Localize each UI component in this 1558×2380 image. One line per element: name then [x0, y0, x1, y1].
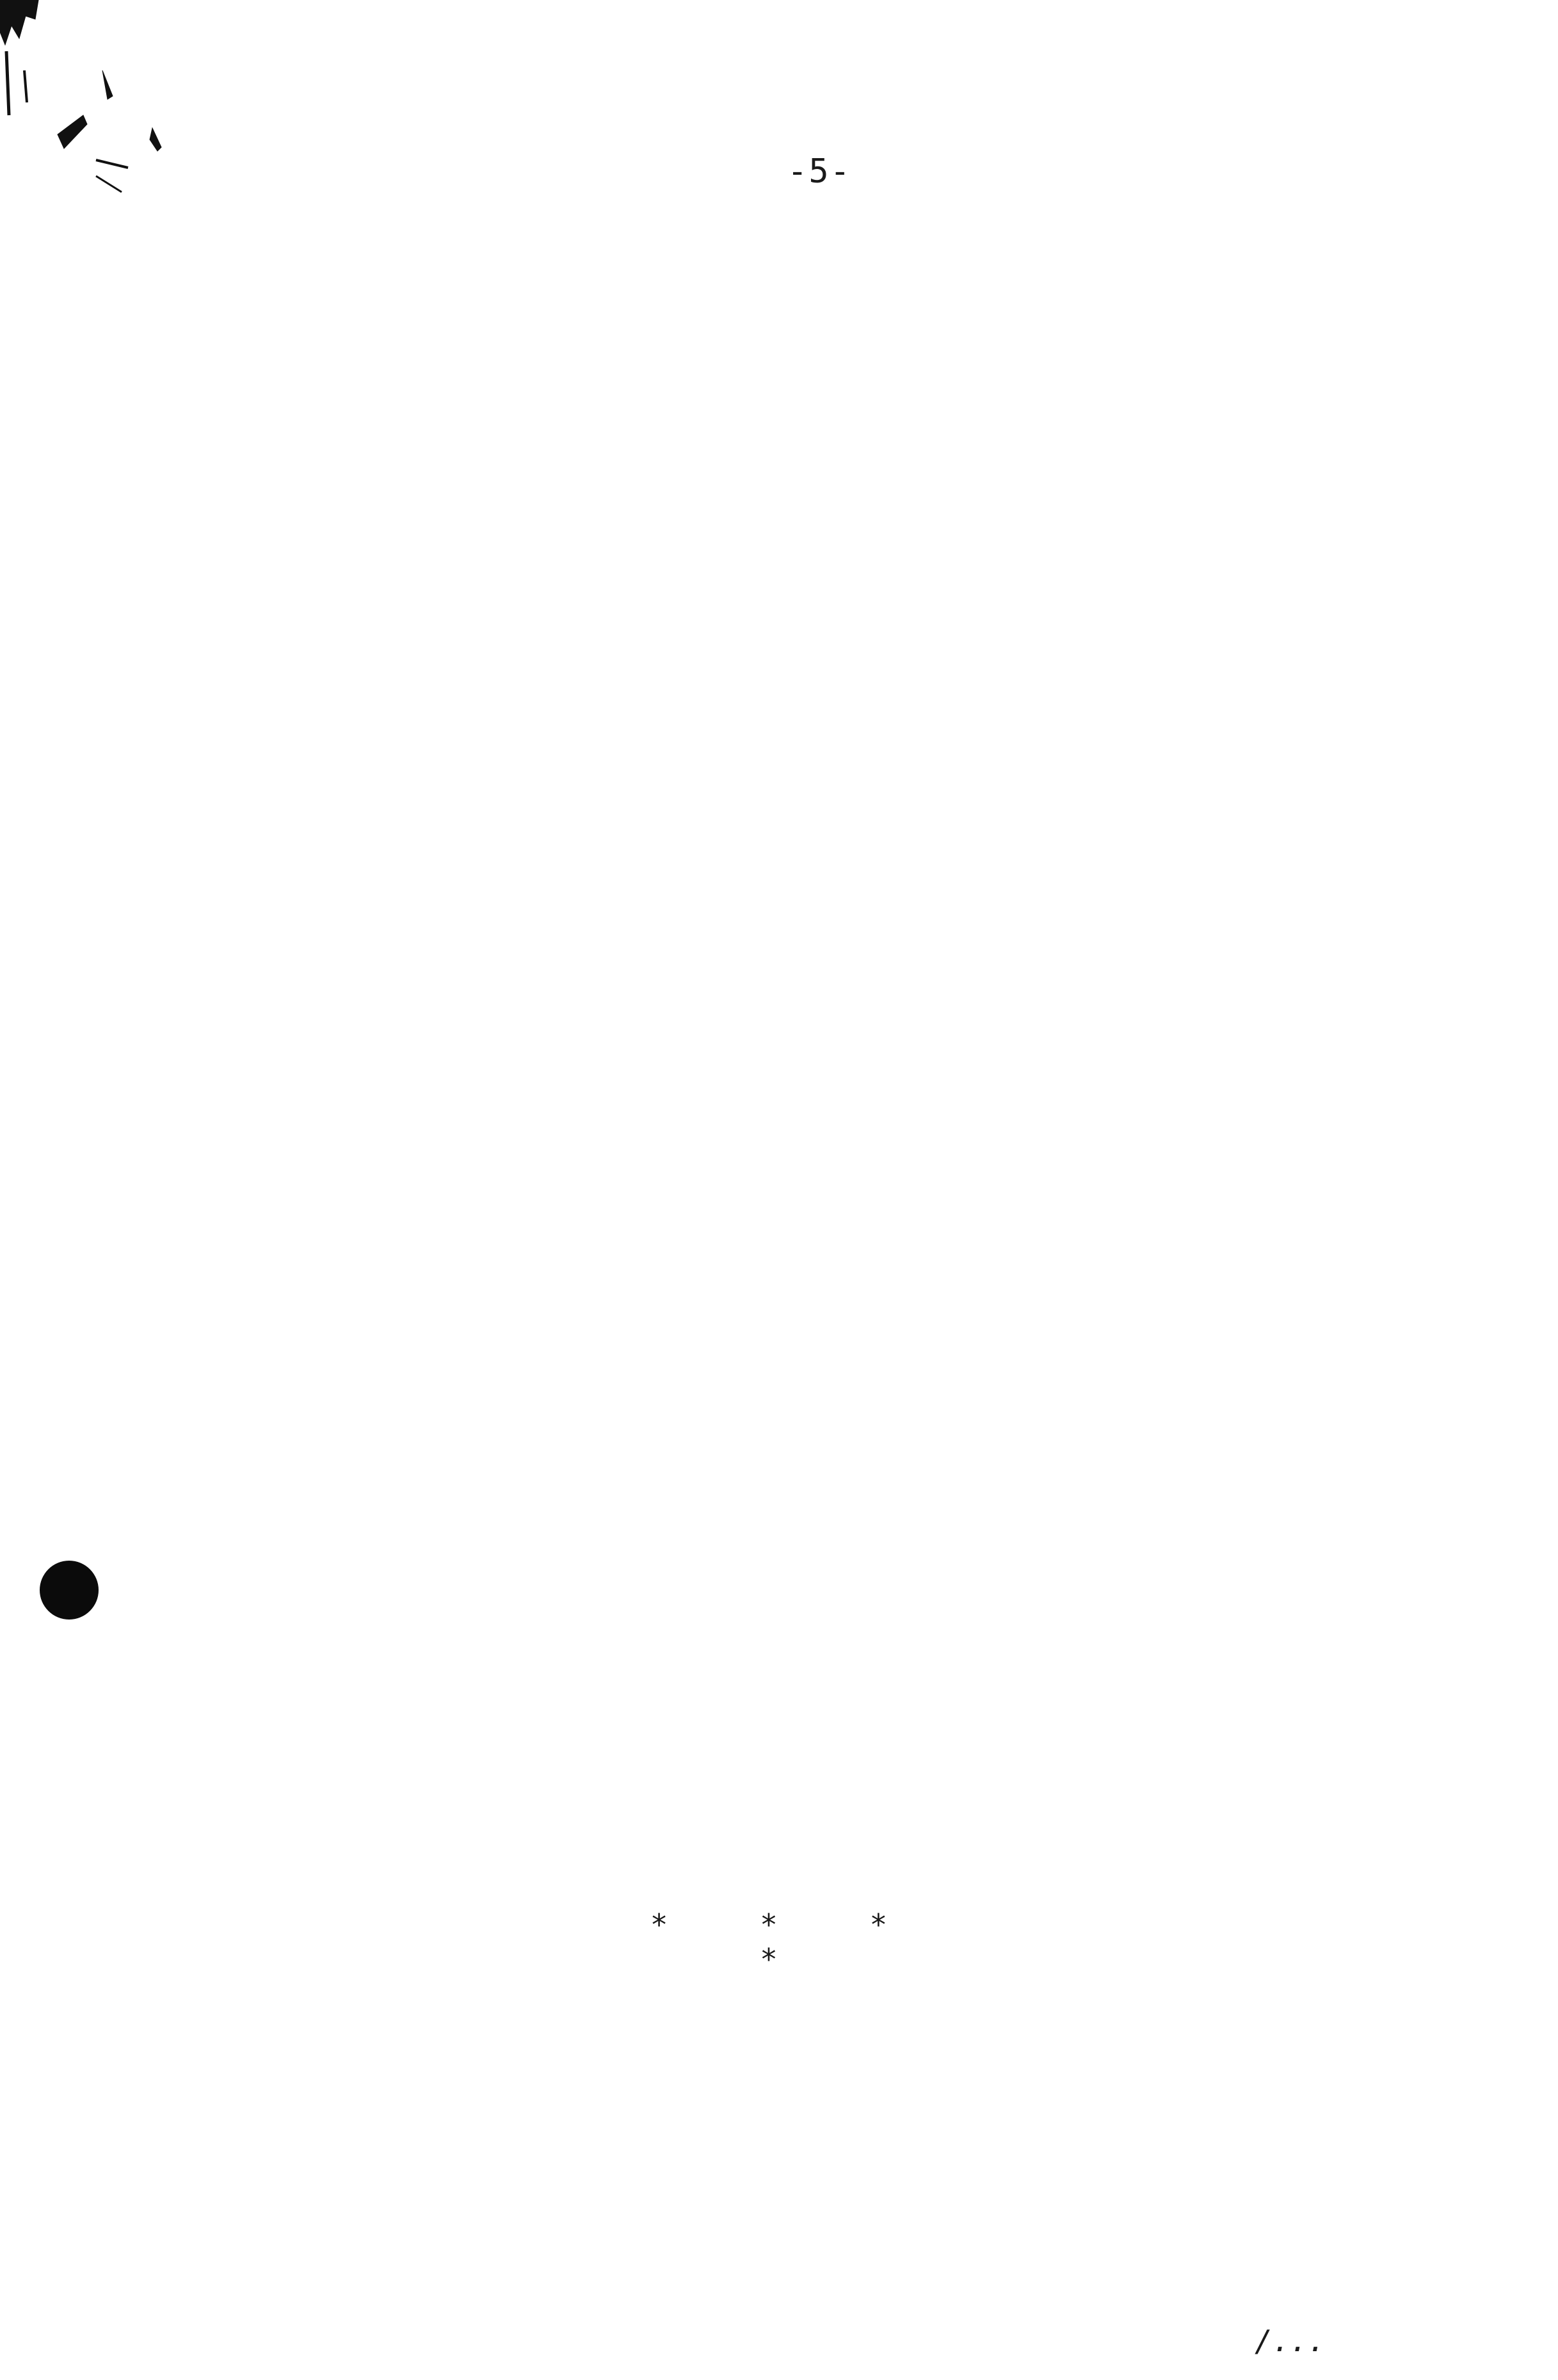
- section-divider: * * * *: [650, 1908, 925, 1977]
- page-number: -5-: [787, 152, 851, 191]
- punch-hole-mark: [40, 1561, 99, 1620]
- continuation-mark: /...: [1255, 2324, 1326, 2358]
- scan-artifact-marks: [0, 0, 230, 230]
